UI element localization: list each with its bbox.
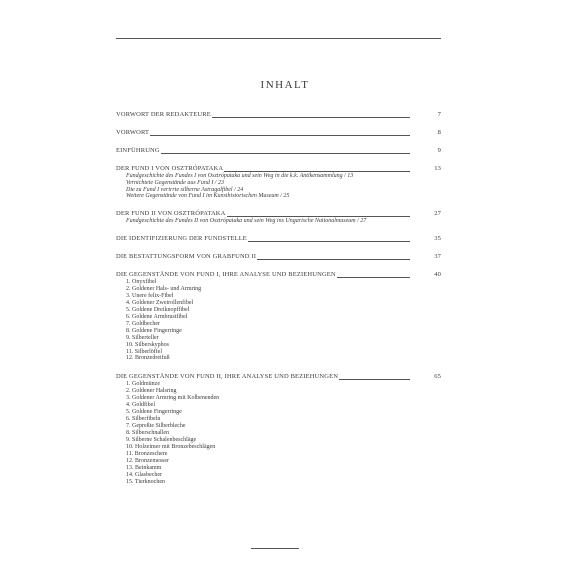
toc-heading: DIE IDENTIFIZIERUNG DER FUNDSTELLE (116, 234, 247, 242)
toc-subentry: Fundgeschichte des Fundes II von Osztrópataka und sein Weg ins Ungarische Nationalmuseum / 27 (126, 218, 367, 225)
toc-item: 2. Goldener Hals- und Armring (126, 285, 202, 292)
toc-item: 9. Silberne Schalenbeschläge (126, 437, 197, 444)
page-title: INHALT (260, 79, 310, 91)
toc-heading: DER FUND II VON OSZTRÓPATAKA (116, 210, 226, 218)
toc-page-number: 27 (434, 210, 441, 218)
toc-page-number: 37 (434, 252, 441, 260)
toc-page-number: 8 (437, 129, 441, 136)
toc-page-number: 65 (434, 373, 441, 381)
toc-item: 12. Bronzemesser (126, 457, 169, 464)
toc-entry-identifizierung (116, 234, 441, 243)
toc-subentry: Weitere Gegenstände von Fund I im Kunsthistorischen Museum / 25 (126, 193, 290, 200)
toc-item: 14. Glasbecher (126, 471, 162, 478)
toc-page-number: 9 (437, 147, 441, 154)
toc-entry-vorwort (116, 128, 441, 137)
toc-item: 5. Goldene Fingerringe (126, 409, 182, 416)
toc-item: 1. Goldmünze (126, 381, 160, 388)
toc-item: 11. Bronzeschere (126, 450, 168, 457)
toc-item: 8. Silberschnallen (126, 430, 169, 437)
toc-heading: VORWORT DER REDAKTEURE (116, 111, 211, 118)
toc-item: 3. Unere felix-Fibel (126, 292, 174, 299)
toc-entry-fund-i (116, 164, 441, 200)
toc-entry-fund-ii (116, 209, 441, 225)
toc-heading: DIE BESTATTUNGSFORM VON GRABFUND II (116, 252, 257, 260)
toc-item: 1. Onyxfibel (126, 278, 157, 285)
toc-item: 13. Beinkamm (126, 464, 162, 471)
toc-item: 4. Goldfibel (126, 402, 155, 409)
toc-item: 2. Goldener Halsring (126, 388, 177, 395)
toc-item: 6. Goldene Armbrustfibel (126, 313, 188, 320)
toc-entry-einfuehrung (116, 146, 441, 155)
toc-heading: VORWORT (116, 129, 150, 136)
toc-heading: EINFÜHRUNG (116, 147, 160, 154)
toc-item: 9. Silberteller (126, 334, 159, 341)
toc-entry-vorwort-redakteure (116, 110, 441, 119)
bottom-rule (251, 548, 299, 549)
toc-heading: DIE GEGENSTÄNDE VON FUND II, IHRE ANALYSE UND BEZIEHUNGEN (116, 373, 339, 381)
toc-subentry: Fundgeschichte des Fundes I von Osztrópataka und sein Weg in die k.k. Antikensammlung / 13 (126, 173, 354, 179)
toc-heading: DER FUND I VON OSZTRÓPATAKA (116, 165, 224, 172)
toc-item: 10. Silberskyphos (126, 341, 170, 348)
toc-page-number: 13 (434, 165, 441, 172)
toc-item: 6. Silberfibeln (126, 416, 161, 423)
toc-item: 8. Goldene Fingerringe (126, 327, 182, 334)
toc-item: 3. Goldener Armring mit Kolbenenden (126, 395, 220, 402)
toc-item: 7. Gepreßte Silberbleche (126, 423, 186, 430)
toc-leader (116, 135, 410, 136)
toc-entry-bestattungsform (116, 252, 441, 261)
toc-entry-gegenstaende-fund-i (116, 270, 441, 362)
toc-page-number: 35 (434, 234, 441, 242)
toc-item: 12. Bronzedreifuß (126, 355, 170, 362)
toc-subentry: Die zu Fund I verirrte silberne Astragalfibel / 24 (126, 186, 244, 193)
toc-item: 10. Holzeimer mit Bronzebeschlägen (126, 444, 216, 450)
toc-page-number: 40 (434, 270, 441, 278)
toc-entry-gegenstaende-fund-ii (116, 372, 441, 485)
toc-item: 7. Goldbecher (126, 320, 160, 327)
top-rule (116, 38, 441, 39)
toc-subentry: Vernichtete Gegenstände aus Fund I / 23 (126, 179, 224, 186)
toc-item: 4. Goldener Zweirollenfibel (126, 299, 194, 306)
toc-item: 5. Goldene Dreiknopffibel (126, 306, 190, 313)
toc-page-number: 7 (437, 111, 441, 118)
toc-heading: DIE GEGENSTÄNDE VON FUND I, IHRE ANALYSE UND BEZIEHUNGEN (116, 270, 336, 278)
toc-item: 15. Tierknochen (126, 478, 165, 485)
table-of-contents (116, 110, 441, 486)
toc-item: 11. Silberlöffel (126, 348, 162, 355)
